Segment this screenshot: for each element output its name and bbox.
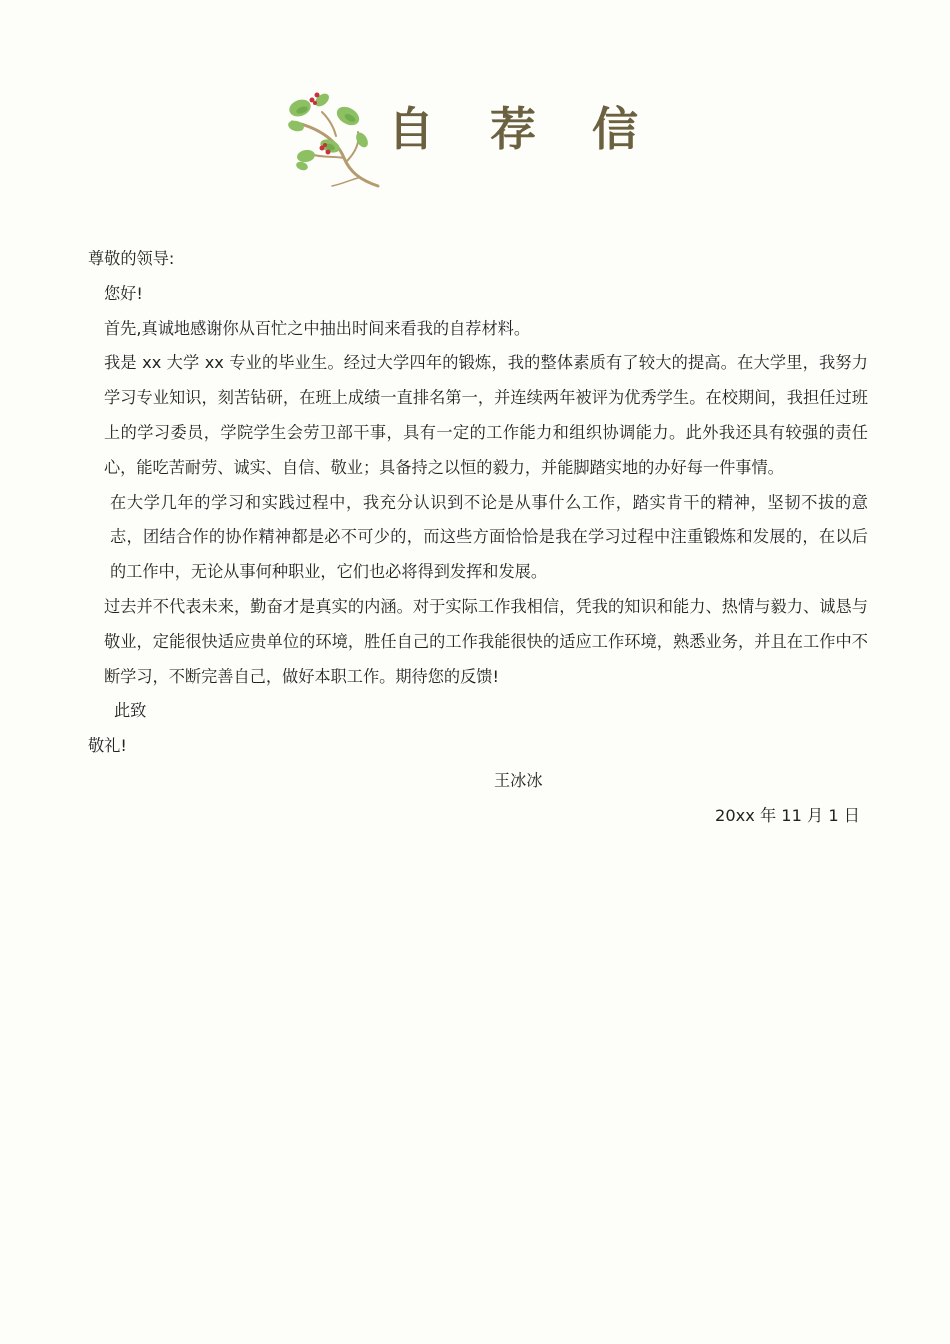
letter-header xyxy=(280,80,659,190)
signature: 王冰冰 xyxy=(494,770,543,790)
closing: 此致 xyxy=(114,701,147,721)
paragraph-thanks: 首先,真诚地感谢你从百忙之中抽出时间来看我的自荐材料。 xyxy=(104,318,531,338)
leafy-branch-with-berries-icon xyxy=(284,86,382,188)
letter-title: 自 荐 信 xyxy=(388,102,659,156)
letter-body xyxy=(88,242,868,834)
paragraph-introduction: 我是 xx 大学 xx 专业的毕业生。经过大学四年的锻炼，我的整体素质有了较大的提高。在大学里，我努力学习专业知识，刻苦钻研，在班上成绩一直排名第一，并连续两年被评为优秀学生。在校期间，我担任过班上的学习委员，学院学生会劳卫部干事，具有一定的工作能力和组织协调能力。此外我还具有较强的责任心，能吃苦耐劳、诚实、自信、敬业；具备持之以恒的毅力，并能脚踏实地的办好每一件事情。 xyxy=(104,353,868,477)
paragraph-experience: 在大学几年的学习和实践过程中，我充分认识到不论是从事什么工作，踏实肯干的精神，坚韧不拔的意志，团结合作的协作精神都是必不可少的，而这些方面恰恰是我在学习过程中注重锻炼和发展的，在以后的工作中，无论从事何种职业，它们也必将得到发挥和发展。 xyxy=(110,492,868,582)
salutation: 尊敬的领导: xyxy=(88,249,175,268)
date: 20xx 年 11 月 1 日 xyxy=(715,805,860,825)
greeting: 您好! xyxy=(104,283,143,303)
paragraph-conclusion: 过去并不代表未来，勤奋才是真实的内涵。对于实际工作我相信，凭我的知识和能力、热情与毅力、诚恳与敬业，定能很快适应贵单位的环境，胜任自己的工作我能很快的适应工作环境，熟悉业务，并且在工作中不断学习，不断完善自己，做好本职工作。期待您的反馈! xyxy=(104,596,868,686)
regards: 敬礼! xyxy=(88,736,127,756)
